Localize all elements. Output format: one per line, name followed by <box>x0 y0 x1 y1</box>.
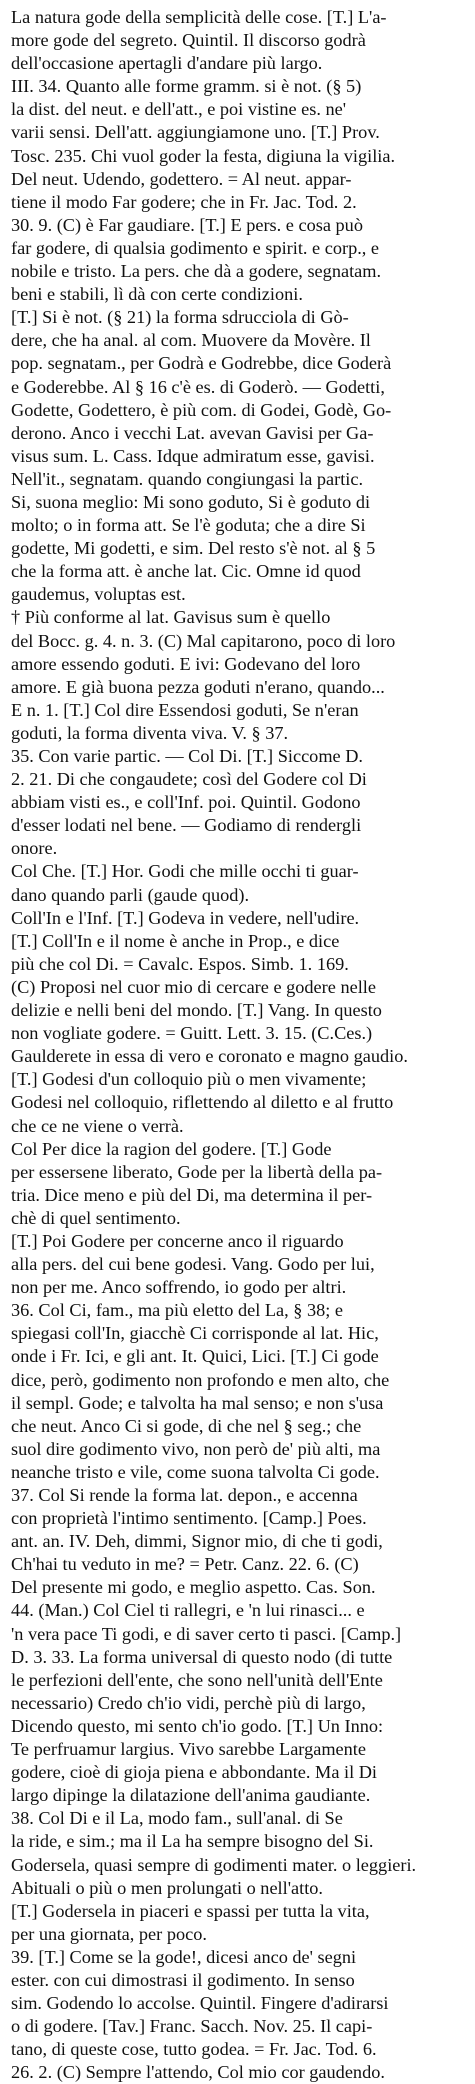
text-line: delizie e nelli beni del mondo. [T.] Vang. In questo <box>11 1000 382 1021</box>
text-line: nobile e tristo. La pers. che dà a godere, segnatam. <box>11 261 382 282</box>
text-line: tano, di queste cose, tutto godea. = Fr. Jac. Tod. 6. <box>11 2039 377 2060</box>
text-line: amore essendo goduti. E ivi: Godevano del loro <box>11 653 361 674</box>
text-line: che ce ne viene o verrà. <box>11 1115 184 1136</box>
text-line: far godere, di qualsia godimento e spirit. e corp., e <box>11 237 380 258</box>
text-line: 'n vera pace Ti godi, e di saver certo ti pasci. [Camp.] <box>11 1623 402 1644</box>
text-line: 38. Col Di e il La, modo fam., sull'anal. di Se <box>11 1808 343 1829</box>
text-line: non vogliate godere. = Guitt. Lett. 3. 15. (C.Ces.) <box>11 1023 373 1044</box>
text-line: alla pers. del cui bene godesi. Vang. Godo per lui, <box>11 1254 375 1275</box>
text-line: abbiam visti es., e coll'Inf. poi. Quintil. Godono <box>11 792 361 813</box>
text-line: Godette, Godettero, è più com. di Godei, Godè, Go- <box>11 399 392 420</box>
text-line: [T.] Godesi d'un colloquio più o men vivamente; <box>11 1069 367 1090</box>
text-line: 39. [T.] Come se la gode!, dicesi anco de' segni <box>11 1946 357 1967</box>
text-line: Nell'it., segnatam. quando congiungasi la partic. <box>11 468 364 489</box>
text-line: necessario) Credo ch'io vidi, perchè più di largo, <box>11 1692 366 1713</box>
text-line: more gode del segreto. Quintil. Il discorso godrà <box>11 30 366 51</box>
text-line: spiegasi coll'In, giacchè Ci corrisponde al lat. Hic, <box>11 1323 379 1344</box>
text-line: [T.] Poi Godere per concerne anco il riguardo <box>11 1230 344 1251</box>
text-line: dano quando parli (gaude quod). <box>11 884 250 905</box>
text-line: D. 3. 33. La forma universal di questo nodo (di tutte <box>11 1646 393 1667</box>
text-line: Coll'In e l'Inf. [T.] Godeva in vedere, nell'udire. <box>11 907 360 928</box>
text-line: beni e stabili, lì dà con certe condizioni. <box>11 284 303 305</box>
text-line: [T.] Godersela in piaceri e spassi per tutta la vita, <box>11 1900 370 1921</box>
text-line: Del neut. Udendo, godettero. = Al neut. appar- <box>11 168 352 189</box>
text-line: 26. 2. (C) Sempre l'attendo, Col mio cor gaudendo. <box>11 2062 385 2083</box>
text-line: 37. Col Si rende la forma lat. depon., e accenna <box>11 1485 358 1505</box>
text-line: del Bocc. g. 4. n. 3. (C) Mal capitarono, poco di loro <box>11 630 396 651</box>
text-line: e Goderebbe. Al § 16 c'è es. di Goderò. — Godetti, <box>11 376 385 397</box>
text-line: Te perfruamur largius. Vivo sarebbe Largamente <box>11 1739 366 1760</box>
text-line: [T.] Si è not. (§ 21) la forma sdrucciola di Gò- <box>11 307 349 328</box>
text-line: Col Per dice la ragion del godere. [T.] Gode <box>11 1138 332 1159</box>
text-line: largo dipinge la dilatazione dell'anima gaudiante. <box>11 1785 371 1806</box>
text-line: Dicendo questo, mi sento ch'io godo. [T.] Un Inno: <box>11 1715 384 1736</box>
text-line: varii sensi. Dell'att. aggiungiamone uno. [T.] Prov. <box>11 122 380 143</box>
text-line: ant. an. IV. Deh, dimmi, Signor mio, di che ti godi, <box>11 1531 383 1552</box>
text-line: per una giornata, per poco. <box>11 1923 207 1944</box>
text-line: chè di quel sentimento. <box>11 1207 181 1228</box>
text-line: tiene il modo Far godere; che in Fr. Jac. Tod. 2. <box>11 191 357 212</box>
text-line: 2. 21. Di che congaudete; così del Godere col Di <box>11 769 367 790</box>
text-line: 36. Col Ci, fam., ma più eletto del La, § 38; e <box>11 1300 344 1321</box>
text-line: pop. segnatam., per Godrà e Godrebbe, dice Goderà <box>11 353 392 374</box>
text-line: suol dire godimento vivo, non però de' più alti, ma <box>11 1438 381 1459</box>
text-line: 35. Con varie partic. — Col Di. [T.] Siccome D. <box>11 746 364 766</box>
text-line: Abituali o più o men prolungati o nell'atto. <box>11 1877 323 1898</box>
text-line: per essersene liberato, Gode per la libertà della pa- <box>11 1161 383 1182</box>
text-line: godette, Mi godetti, e sim. Del resto s'è not. al § 5 <box>11 538 376 559</box>
text-line: Col Che. [T.] Hor. Godi che mille occhi ti guar- <box>11 861 359 882</box>
text-line: Godesi nel colloquio, riflettendo al diletto e al frutto <box>11 1092 394 1113</box>
text-line: Ch'hai tu veduto in me? = Petr. Canz. 22. 6. (C) <box>11 1554 359 1575</box>
text-line: più che col Di. = Cavalc. Espos. Simb. 1. 169. <box>11 953 349 974</box>
text-line: goduti, la forma diventa viva. V. § 37. <box>11 722 289 743</box>
text-line: Si, suona meglio: Mi sono goduto, Si è goduto di <box>11 491 371 512</box>
text-line: che la forma att. è anche lat. Cic. Omne id quod <box>11 561 361 582</box>
text-line: onde i Fr. Ici, e gli ant. It. Quici, Lici. [T.] Ci gode <box>11 1346 379 1367</box>
text-line: dice, però, godimento non profondo e men alto, che <box>11 1369 390 1390</box>
text-line: neanche tristo e vile, come suona talvolta Ci gode. <box>11 1461 380 1482</box>
text-line: il sempl. Gode; e talvolta ha mal senso; e non s'usa <box>11 1392 384 1413</box>
text-line: non per me. Anco soffrendo, io godo per altri. <box>11 1277 347 1298</box>
text-line: La natura gode della semplicità delle cose. [T.] L'a- <box>11 7 387 27</box>
text-line: molto; o in forma att. Se l'è goduta; che a dire Si <box>11 515 366 536</box>
text-line: visus sum. L. Cass. Idque admiratum esse, gavisi. <box>11 445 375 466</box>
text-line: gaudemus, voluptas est. <box>11 584 186 605</box>
text-line: Tosc. 235. Chi vuol goder la festa, digiuna la vigilia. <box>11 145 396 166</box>
text-line: 30. 9. (C) è Far gaudiare. [T.] E pers. e cosa può <box>11 214 363 235</box>
text-line: ester. con cui dimostrasi il godimento. In senso <box>11 1969 355 1990</box>
text-line: † Più conforme al lat. Gavisus sum è quello <box>11 607 331 628</box>
text-line: Del presente mi godo, e meglio aspetto. Cas. Son. <box>11 1577 376 1598</box>
text-line: godere, cioè di gioja piena e abbondante. Ma il Di <box>11 1762 378 1783</box>
text-line: sim. Godendo lo accolse. Quintil. Fingere d'adirarsi <box>11 1993 389 2014</box>
text-line: le perfezioni dell'ente, che sono nell'unità dell'Ente <box>11 1669 383 1690</box>
text-line: derono. Anco i vecchi Lat. avevan Gavisi per Ga- <box>11 422 374 443</box>
text-line: 44. (Man.) Col Ciel ti rallegri, e 'n lui rinasci... e <box>11 1600 365 1621</box>
text-line: III. 34. Quanto alle forme gramm. si è not. (§ 5) <box>11 76 362 97</box>
text-line: la dist. del neut. e dell'att., e poi vistine es. ne' <box>11 99 347 120</box>
text-line: d'esser lodati nel bene. — Godiamo di rendergli <box>11 815 362 836</box>
text-line: dell'occasione apertagli d'andare più largo. <box>11 53 323 74</box>
text-line: tria. Dice meno e più del Di, ma determina il per- <box>11 1184 373 1205</box>
text-line: onore. <box>11 838 58 859</box>
text-line: che neut. Anco Ci si gode, di che nel § seg.; che <box>11 1415 362 1436</box>
text-line: (C) Proposi nel cuor mio di cercare e godere nelle <box>11 976 376 997</box>
text-line: E n. 1. [T.] Col dire Essendosi goduti, Se n'eran <box>11 699 359 720</box>
text-line: o di godere. [Tav.] Franc. Sacch. Nov. 25. Il capi- <box>11 2016 373 2037</box>
text-line: [T.] Coll'In e il nome è anche in Prop., e dice <box>11 930 340 951</box>
text-line: amore. E già buona pezza goduti n'erano, quando... <box>11 676 385 697</box>
text-line: la ride, e sim.; ma il La ha sempre bisogno del Si. <box>11 1831 374 1852</box>
text-line: dere, che ha anal. al com. Muovere da Movère. Il <box>11 330 371 351</box>
text-line: Godersela, quasi sempre di godimenti mater. o leggieri. <box>11 1854 417 1875</box>
text-line: Gaulderete in essa di vero e coronato e magno gaudio. <box>11 1046 408 1067</box>
text-line: con proprietà l'intimo sentimento. [Camp.] Poes. <box>11 1508 367 1529</box>
